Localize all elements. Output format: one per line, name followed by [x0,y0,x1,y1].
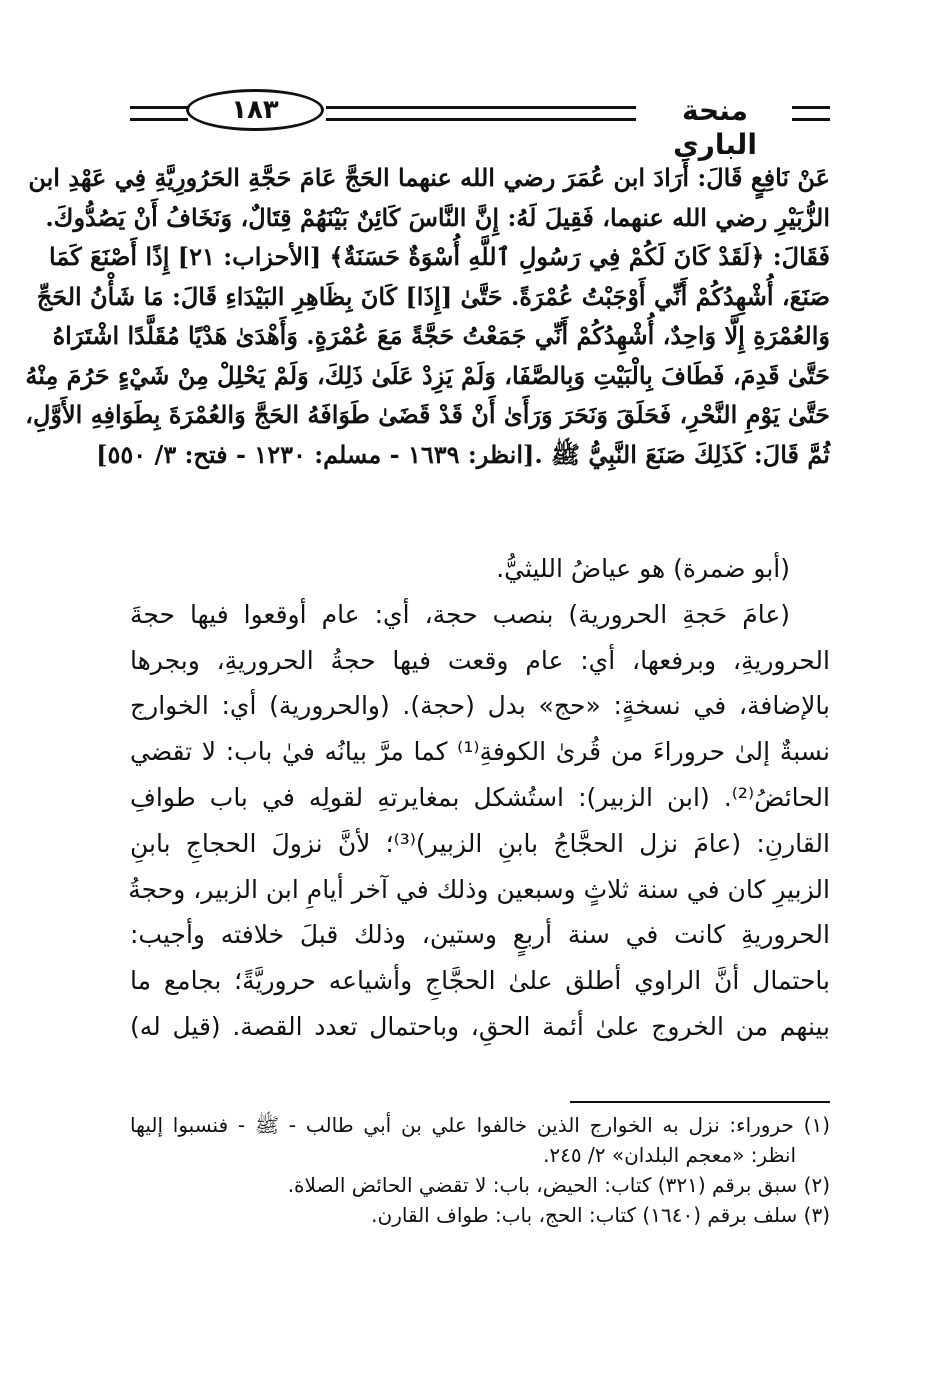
hadith-line: صَنَعَ، أُشْهِدُكُمْ أَنِّي أَوْجَبْتُ عُمْرَةً. حَتَّىٰ [إِذَا] كَانَ بِظَاهِرِ البَيْدَاءِ قَالَ: مَا شَأْنُ الحَجِّ [36,281,830,311]
footnote-separator [570,1101,830,1103]
commentary-text [130,546,830,1050]
footnote-3: (٣) سلف برقم (١٦٤٠) كتاب: الحج، باب: طواف القارن. [371,1203,830,1227]
hadith-line: وَالعُمْرَةِ إِلَّا وَاحِدٌ، أُشْهِدُكُمْ أَنِّي جَمَعْتُ حَجَّةً مَعَ عُمْرَةٍ. وَأَهْدَىٰ هَدْيًا مُقَلَّدًا اشْتَرَاهُ [52,321,830,350]
commentary-line: الحروريةِ، وبرفعها، أي: عام وقعت فيها حجةُ الحروريةِ، وبجرها [130,645,830,675]
commentary-line: القارنِ: (عامَ نزل الحجَّاجُ بابنِ الزبير)⁽³⁾؛ لأنَّ نزولَ الحجاجِ بابنِ [130,828,830,858]
footnote-1-line-2: انظر: «معجم البلدان» ٢/ ٢٤٥. [543,1143,796,1167]
hadith-line: فَقَالَ: ﴿لَقَدْ كَانَ لَكُمْ فِي رَسُولِ ٱللَّهِ أُسْوَةٌ حَسَنَةٌ﴾ [الأحزاب: ٢١] إِذًا أَصْنَعَ كَمَا [49,242,830,271]
header-rule-left [130,106,188,121]
page-header [130,86,830,161]
hadith-line: حَتَّىٰ يَوْمِ النَّحْرِ، فَحَلَقَ وَنَحَرَ وَرَأَىٰ أَنْ قَدْ قَضَىٰ طَوَافَهُ الحَجَّ وَالعُمْرَةَ بِطَوَافِهِ الأَوَّلِ، [25,400,830,429]
commentary-line: باحتمال أنَّ الراوي أطلق علىٰ الحجَّاجِ وأشياعه حروريَّةً؛ بجامع ما [130,966,830,996]
commentary-line: بالإضافة، في نسخةٍ: «حج» بدل (حجة). (والحرورية) أي: الخوارج [130,691,830,721]
header-rule-middle [326,106,636,121]
running-title: منحة الباري [673,94,757,161]
hadith-line: عَنْ نَافِعٍ قَالَ: أَرَادَ ابن عُمَرَ رضي الله عنهما الحَجَّ عَامَ حَجَّةِ الحَرُورِيَّةِ فِي عَهْدِ ابن [28,163,830,192]
commentary-line: نسبةٌ إلىٰ حروراءَ من قُرىٰ الكوفةِ⁽¹⁾ كما مرَّ بيانُه فيٰ باب: لا تقضي [130,737,831,767]
commentary-line: (أبو ضمرة) هو عياضُ الليثيُّ. [496,554,790,583]
hadith-line: حَتَّىٰ قَدِمَ، فَطَافَ بِالْبَيْتِ وَبِالصَّفَا، وَلَمْ يَزِدْ عَلَىٰ ذَلِكَ، وَلَمْ يَحْلِلْ مِنْ شَيْءٍ حَرُمَ مِنْهُ [25,360,830,390]
commentary-line: بينهم من الخروج علىٰ أئمة الحقِ، وباحتمال تعدد القصة. (قيل له) [130,1011,830,1041]
header-rule-right [792,106,830,121]
commentary-line: الزبيرِ كان في سنة ثلاثٍ وسبعين وذلك في آخر أيامِ ابن الزبير، وحجةُ [128,874,830,904]
hadith-text [25,158,830,474]
footnote-1-line-1: (١) حروراء: نزل به الخوارج الذين خالفوا علي بن أبي طالب - ﷺ - فنسبوا إليها [130,1113,830,1137]
page-number: ١٨٣ [186,89,324,131]
footnotes [130,1110,830,1230]
hadith-line: ثُمَّ قَالَ: كَذَلِكَ صَنَعَ النَّبِيُّ ﷺ .[انظر: ١٦٣٩ - مسلم: ١٢٣٠ - فتح: ٣/ ٥٥٠] [96,439,830,469]
commentary-line: الحروريةِ كانت في سنة أربعٍ وستين، وذلك قبلَ خلافته وأجيب: [130,920,830,950]
commentary-line: (عامَ حَجةِ الحرورية) بنصب حجة، أي: عام أوقعوا فيها حجةَ [130,599,790,629]
commentary-line: الحائضُ⁽²⁾. (ابن الزبير): استُشكل بمغايرتهِ لقولِه في باب طوافِ [130,782,830,812]
hadith-line: الزُّبَيْرِ رضي الله عنهما، فَقِيلَ لَهُ: إِنَّ النَّاسَ كَائِنٌ بَيْنَهُمْ قِتَالٌ، وَنَخَافُ أَنْ يَصُدُّوكَ. [45,202,830,232]
footnote-2: (٢) سبق برقم (٣٢١) كتاب: الحيض، باب: لا تقضي الحائض الصلاة. [287,1173,830,1197]
